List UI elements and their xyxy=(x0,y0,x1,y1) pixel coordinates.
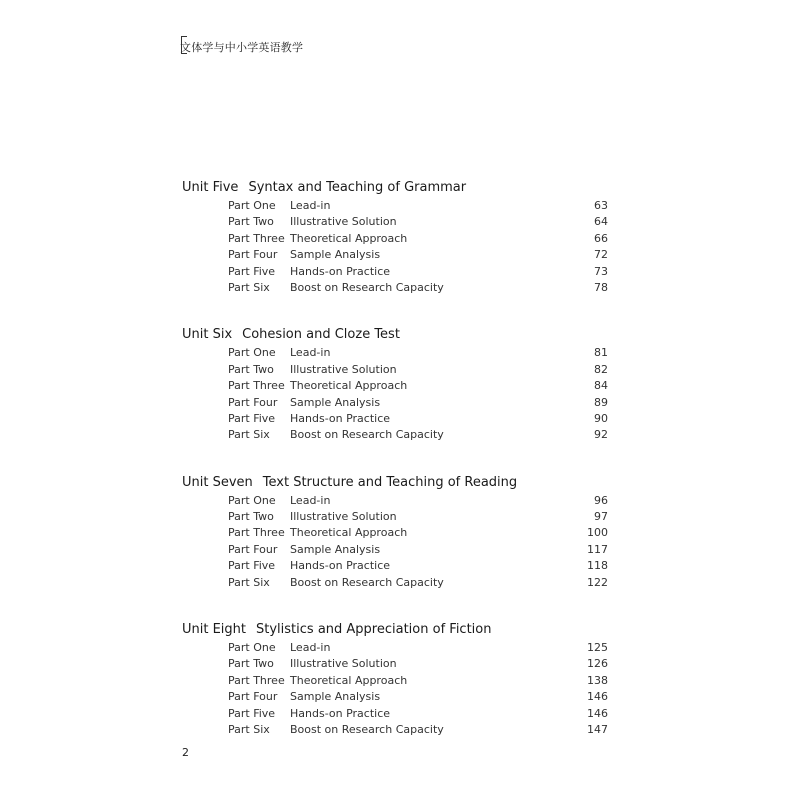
part-name: Boost on Research Capacity xyxy=(290,428,444,442)
toc-entry[interactable] xyxy=(182,198,612,214)
part-label: Part Five xyxy=(228,264,276,278)
toc-entry[interactable] xyxy=(182,362,612,378)
toc-entry[interactable] xyxy=(182,575,612,591)
toc-entry[interactable] xyxy=(182,689,612,705)
toc-entry[interactable] xyxy=(182,378,612,394)
part-name: Lead-in xyxy=(290,641,331,655)
part-label: Part Two xyxy=(228,510,274,524)
page-ref: 82 xyxy=(594,362,608,376)
part-label: Part Three xyxy=(228,526,285,540)
page-ref: 73 xyxy=(594,264,608,278)
part-name: Sample Analysis xyxy=(290,395,381,409)
toc-entry[interactable] xyxy=(182,264,612,280)
part-name: Hands-on Practice xyxy=(290,559,391,573)
toc-entry[interactable] xyxy=(182,345,612,361)
part-name: Hands-on Practice xyxy=(290,411,391,425)
part-label: Part Two xyxy=(228,362,274,376)
part-label: Part Five xyxy=(228,559,276,573)
page-ref: 146 xyxy=(587,706,608,720)
unit-label: Unit Five xyxy=(182,180,239,195)
unit-title: Cohesion and Cloze Test xyxy=(242,327,400,343)
part-label: Part Five xyxy=(228,411,276,425)
page-ref: 89 xyxy=(594,395,608,409)
page-number: 2 xyxy=(182,746,189,759)
page-ref: 72 xyxy=(594,248,608,262)
unit-label: Unit Six xyxy=(182,327,233,343)
part-label: Part Six xyxy=(228,428,270,442)
toc-entry[interactable] xyxy=(182,214,612,230)
unit-label: Unit Seven xyxy=(182,474,253,490)
toc-entry[interactable] xyxy=(182,231,612,247)
toc-entry[interactable] xyxy=(182,395,612,411)
page-ref: 147 xyxy=(587,722,608,736)
part-label: Part Four xyxy=(228,395,278,409)
part-name: Theoretical Approach xyxy=(290,231,408,245)
toc-unit xyxy=(182,473,612,591)
toc-entry[interactable] xyxy=(182,640,612,656)
toc-entry[interactable] xyxy=(182,558,612,574)
part-name: Lead-in xyxy=(290,493,331,507)
part-label: Part Two xyxy=(228,215,274,229)
part-name: Boost on Research Capacity xyxy=(290,575,444,589)
unit-label: Unit Eight xyxy=(182,622,247,638)
page-ref: 78 xyxy=(594,280,608,294)
unit-heading xyxy=(182,620,612,639)
toc-entry[interactable] xyxy=(182,427,612,443)
part-label: Part Two xyxy=(228,657,274,671)
part-label: Part Six xyxy=(228,722,270,736)
part-label: Part Three xyxy=(228,673,285,687)
toc-entry[interactable] xyxy=(182,706,612,722)
part-name: Sample Analysis xyxy=(290,248,381,262)
page-ref: 117 xyxy=(587,542,608,556)
part-label: Part One xyxy=(228,346,276,360)
table-of-contents xyxy=(182,178,612,767)
toc-entry[interactable] xyxy=(182,656,612,672)
page-ref: 97 xyxy=(594,510,608,524)
part-name: Illustrative Solution xyxy=(290,215,397,229)
part-name: Theoretical Approach xyxy=(290,526,408,540)
page-ref: 126 xyxy=(587,657,608,671)
page-ref: 81 xyxy=(594,346,608,360)
unit-heading xyxy=(182,325,612,344)
page-ref: 138 xyxy=(587,673,608,687)
toc-entry[interactable] xyxy=(182,509,612,525)
part-name: Lead-in xyxy=(290,346,331,360)
part-name: Lead-in xyxy=(290,199,331,212)
part-label: Part Four xyxy=(228,248,278,262)
part-label: Part Four xyxy=(228,542,278,556)
part-label: Part Three xyxy=(228,231,285,245)
page-ref: 96 xyxy=(594,493,608,507)
page-ref: 92 xyxy=(594,428,608,442)
part-name: Theoretical Approach xyxy=(290,379,408,393)
part-label: Part Three xyxy=(228,379,285,393)
toc-entry[interactable] xyxy=(182,722,612,738)
part-label: Part One xyxy=(228,199,276,212)
toc-entry[interactable] xyxy=(182,673,612,689)
page-ref: 90 xyxy=(594,411,608,425)
page-ref: 64 xyxy=(594,215,608,229)
part-name: Illustrative Solution xyxy=(290,657,397,671)
part-name: Boost on Research Capacity xyxy=(290,280,444,294)
page-ref: 100 xyxy=(587,526,608,540)
part-label: Part Six xyxy=(228,280,270,294)
unit-heading xyxy=(182,178,612,197)
unit-heading xyxy=(182,473,612,492)
toc-entry[interactable] xyxy=(182,542,612,558)
toc-entry[interactable] xyxy=(182,411,612,427)
unit-title: Text Structure and Teaching of Reading xyxy=(262,474,518,490)
page-ref: 66 xyxy=(594,231,608,245)
toc-entry[interactable] xyxy=(182,493,612,509)
page-ref: 122 xyxy=(587,575,608,589)
part-name: Illustrative Solution xyxy=(290,362,397,376)
toc-entry[interactable] xyxy=(182,280,612,296)
page-ref: 125 xyxy=(587,641,608,655)
part-label: Part One xyxy=(228,641,276,655)
running-header: 文体学与中小学英语教学 xyxy=(180,41,304,54)
page-ref: 146 xyxy=(587,690,608,704)
toc-unit xyxy=(182,620,612,738)
part-label: Part Five xyxy=(228,706,276,720)
part-label: Part One xyxy=(228,493,276,507)
unit-title: Stylistics and Appreciation of Fiction xyxy=(256,622,492,638)
part-name: Sample Analysis xyxy=(290,542,381,556)
part-name: Boost on Research Capacity xyxy=(290,722,444,736)
page-ref: 63 xyxy=(594,199,608,212)
part-label: Part Four xyxy=(228,690,278,704)
unit-title: Syntax and Teaching of Grammar xyxy=(248,180,467,195)
page-ref: 84 xyxy=(594,379,608,393)
part-label: Part Six xyxy=(228,575,270,589)
part-name: Hands-on Practice xyxy=(290,264,391,278)
part-name: Theoretical Approach xyxy=(290,673,408,687)
toc-unit xyxy=(182,178,612,296)
toc-unit xyxy=(182,325,612,443)
toc-entry[interactable] xyxy=(182,525,612,541)
part-name: Illustrative Solution xyxy=(290,510,397,524)
toc-entry[interactable] xyxy=(182,247,612,263)
part-name: Sample Analysis xyxy=(290,690,381,704)
page-ref: 118 xyxy=(587,559,608,573)
part-name: Hands-on Practice xyxy=(290,706,391,720)
